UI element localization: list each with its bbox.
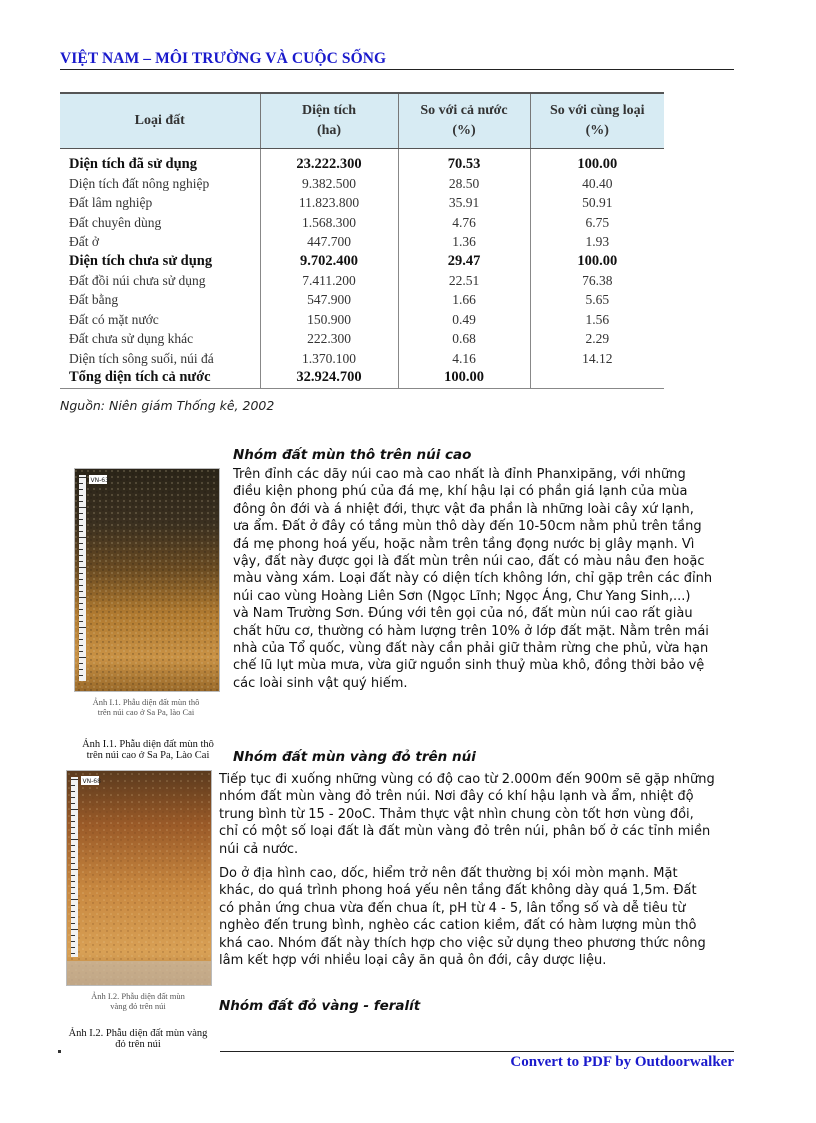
cell-pct-country: 70.53	[398, 149, 530, 175]
cell-land-type: Diện tích chưa sử dụng	[60, 252, 260, 271]
table-row	[60, 252, 664, 271]
footer-dot	[58, 1050, 61, 1053]
soil-profile-image-2	[67, 771, 211, 985]
footer-credit-link[interactable]: Convert to PDF by Outdoorwalker	[510, 1054, 734, 1070]
table-row	[60, 194, 664, 213]
cell-pct-type: 1.93	[585, 234, 610, 250]
cell-pct-country: 4.16	[398, 349, 530, 368]
text-line: có phản ứng chua vừa đến chua ít, pH từ 4 - 5, lân tổng số và dễ tiêu từ	[219, 900, 686, 916]
cell-pct-type: 14.12	[582, 350, 613, 366]
text-line: và Nam Trường Sơn. Đúng với tên gọi của nó, đất mùn núi cao rất giàu	[233, 606, 693, 622]
table-row	[60, 233, 664, 252]
cell-area: 222.300	[260, 330, 398, 349]
text-line: điều kiện phong phú của đá mẹ, khí hậu lại có phần giá lạnh của mùa	[233, 484, 688, 500]
table-row	[60, 271, 664, 290]
text-line: nghèo đến trung bình, nghèo các cation kiềm, đất có hàm lượng mùn thô	[219, 918, 697, 934]
cell-land-type: Đất chưa sử dụng khác	[60, 330, 260, 349]
soil-profile-image-1	[75, 469, 219, 691]
cell-land-type: Đất có mặt nước	[60, 310, 260, 329]
cell-pct-country: 4.76	[398, 213, 530, 232]
text-line: vậy, đất này được gọi là đất mùn trên núi cao, đất có màu nâu đen hoặc	[233, 554, 705, 570]
cell-land-type: Diện tích sông suối, núi đá	[60, 349, 260, 368]
table-row	[60, 149, 664, 175]
col-header-land-type: Loại đất	[60, 93, 260, 149]
col-header-area: Diện tích (ha)	[260, 93, 398, 149]
text-line: màu vàng xám. Loại đất này có diện tích không lớn, chỉ gặp trên các đỉnh	[233, 571, 713, 587]
table-source-note: Nguồn: Niên giám Thống kê, 2002	[60, 398, 275, 413]
text-line: ưa ẩm. Đất ở đây có tầng mùn thô dày đến 10-50cm nằm phủ trên tầng	[233, 519, 702, 535]
header-divider	[60, 69, 734, 70]
cell-pct-country: 29.47	[398, 252, 530, 271]
cell-area: 547.900	[260, 291, 398, 310]
cell-pct-type: 76.38	[582, 273, 613, 289]
cell-area: 1.370.100	[260, 349, 398, 368]
text-line: Do ở địa hình cao, dốc, hiểm trở nên đất thường bị xói mòn mạnh. Mặt	[219, 866, 678, 882]
cell-land-type: Đất đồi núi chưa sử dụng	[60, 271, 260, 290]
section-heading-yellow-red-humus: Nhóm đất mùn vàng đỏ trên núi	[233, 749, 476, 765]
page-header-title: VIỆT NAM – MÔI TRƯỜNG VÀ CUỘC SỐNG	[60, 50, 387, 67]
cell-pct-country: 28.50	[398, 174, 530, 193]
cell-pct-type: 100.00	[577, 253, 618, 270]
text-line: nhà của Tổ quốc, vùng đất này cần phải giữ thảm rừng che phủ, vừa hạn	[233, 641, 709, 657]
table-row	[60, 174, 664, 193]
section-heading-coarse-humus: Nhóm đất mùn thô trên núi cao	[233, 447, 472, 463]
cell-pct-country: 0.68	[398, 330, 530, 349]
text-line: Trên đỉnh các dãy núi cao mà cao nhất là đỉnh Phanxipăng, với những	[233, 467, 686, 482]
text-line: nhóm đất mùn vàng đỏ trên núi. Nơi đây có khí hậu lạnh và ẩm, nhiệt độ	[219, 789, 694, 805]
text-line: trung bình từ 15 - 20oC. Thảm thực vật nhìn chung còn tốt hơn vùng đồi,	[219, 806, 694, 822]
cell-pct-type: 1.56	[585, 311, 610, 327]
table-row	[60, 291, 664, 310]
col-header-pct-country: So với cả nước (%)	[398, 93, 530, 149]
table-row	[60, 368, 664, 388]
text-line: chế lũ lụt mùa mưa, vừa giữ nguồn sinh thuỷ mùa khô, đồng thời bảo vệ	[233, 658, 705, 674]
cell-land-type: Tổng diện tích cả nước	[60, 368, 260, 388]
photo-2-caption: Ảnh I.2. Phẫu diện đất mùn vàng đỏ trên núi	[68, 1028, 208, 1050]
table-row	[60, 310, 664, 329]
cell-area: 9.382.500	[260, 174, 398, 193]
text-line: đá mẹ phong hoá yếu, hoặc nằm trên tầng đọng nước bị glây mạnh. Vì	[233, 536, 695, 552]
text-line: núi cao vùng Hoàng Liên Sơn (Ngọc Lĩnh; Ngọc Áng, Chư Yang Sinh,...)	[233, 588, 691, 604]
table-header-row	[60, 93, 664, 149]
cell-pct-country: 35.91	[398, 194, 530, 213]
text-line: chỉ có một số loại đất là đất mùn vàng đỏ trên núi, phân bố ở các tỉnh miền	[219, 824, 711, 840]
photo-1-caption: Ảnh I.1. Phẫu diện đất mùn thô trên núi cao ở Sa Pa, Lào Cai	[82, 739, 214, 761]
text-line: đông ôn đới và á nhiệt đới, thực vật đa phần là những loài cây xứ lạnh,	[233, 501, 694, 517]
photo-1-label: VN-63	[90, 477, 109, 484]
text-line: núi cả nước.	[219, 841, 299, 857]
cell-area: 9.702.400	[260, 252, 398, 271]
cell-land-type: Diện tích đất nông nghiệp	[60, 174, 260, 193]
cell-pct-type	[530, 368, 664, 388]
cell-area: 23.222.300	[260, 149, 398, 175]
section-body-yellow-red-humus	[219, 771, 715, 969]
cell-area: 150.900	[260, 310, 398, 329]
cell-area: 447.700	[260, 233, 398, 252]
cell-pct-country: 1.36	[398, 233, 530, 252]
soil-profile-photo-1	[74, 468, 220, 692]
photo-2-label: VN-68	[82, 778, 101, 785]
cell-land-type: Đất lâm nghiệp	[60, 194, 260, 213]
cell-area: 1.568.300	[260, 213, 398, 232]
cell-pct-country: 22.51	[398, 271, 530, 290]
cell-pct-country: 1.66	[398, 291, 530, 310]
photo-1-caption-small: Ảnh I.1. Phẫu diện đất mùn thô trên núi cao ở Sa Pa, lào Cai	[92, 697, 200, 717]
footer-divider	[220, 1051, 734, 1052]
section-body-coarse-humus	[233, 466, 712, 692]
cell-area: 11.823.800	[260, 194, 398, 213]
photo-2-caption-small: Ảnh I.2. Phẫu diện đất mùn vàng đỏ trên núi	[91, 991, 185, 1011]
cell-land-type: Đất chuyên dùng	[60, 213, 260, 232]
land-use-table	[60, 92, 664, 389]
col-header-pct-type: So với cùng loại (%)	[530, 93, 664, 149]
text-line: Tiếp tục đi xuống những vùng có độ cao từ 2.000m đến 900m sẽ gặp những	[219, 772, 715, 787]
text-line: chất hữu cơ, thường có hàm lượng trên 10% ở lớp đất mặt. Nằm trên mái	[233, 623, 709, 639]
text-line: khá cao. Nhóm đất này thích hợp cho việc sử dụng theo phương thức nông	[219, 935, 706, 951]
cell-pct-country: 0.49	[398, 310, 530, 329]
cell-land-type: Diện tích đã sử dụng	[60, 149, 260, 175]
cell-pct-type: 5.65	[585, 292, 610, 308]
cell-pct-type: 50.91	[582, 195, 613, 211]
cell-land-type: Đất ở	[60, 233, 260, 252]
section-heading-feralit: Nhóm đất đỏ vàng - feralít	[219, 998, 421, 1014]
table-row	[60, 213, 664, 232]
cell-pct-type: 6.75	[585, 214, 610, 230]
cell-pct-type: 100.00	[577, 156, 618, 173]
table-row	[60, 330, 664, 349]
table-row	[60, 349, 664, 368]
cell-pct-country: 100.00	[398, 368, 530, 388]
cell-pct-type: 2.29	[585, 331, 610, 347]
cell-area: 32.924.700	[260, 368, 398, 388]
text-line: các loài sinh vật quý hiếm.	[233, 675, 408, 691]
soil-profile-photo-2	[66, 770, 212, 986]
cell-area: 7.411.200	[260, 271, 398, 290]
cell-pct-type: 40.40	[582, 176, 613, 192]
cell-land-type: Đất bằng	[60, 291, 260, 310]
text-line: lâm kết hợp với nhiều loại cây ăn quả ôn đới, cây dược liệu.	[219, 953, 607, 969]
text-line: khác, do quá trình phong hoá yếu nên tầng đất không dày quá 1,5m. Đất	[219, 883, 697, 899]
